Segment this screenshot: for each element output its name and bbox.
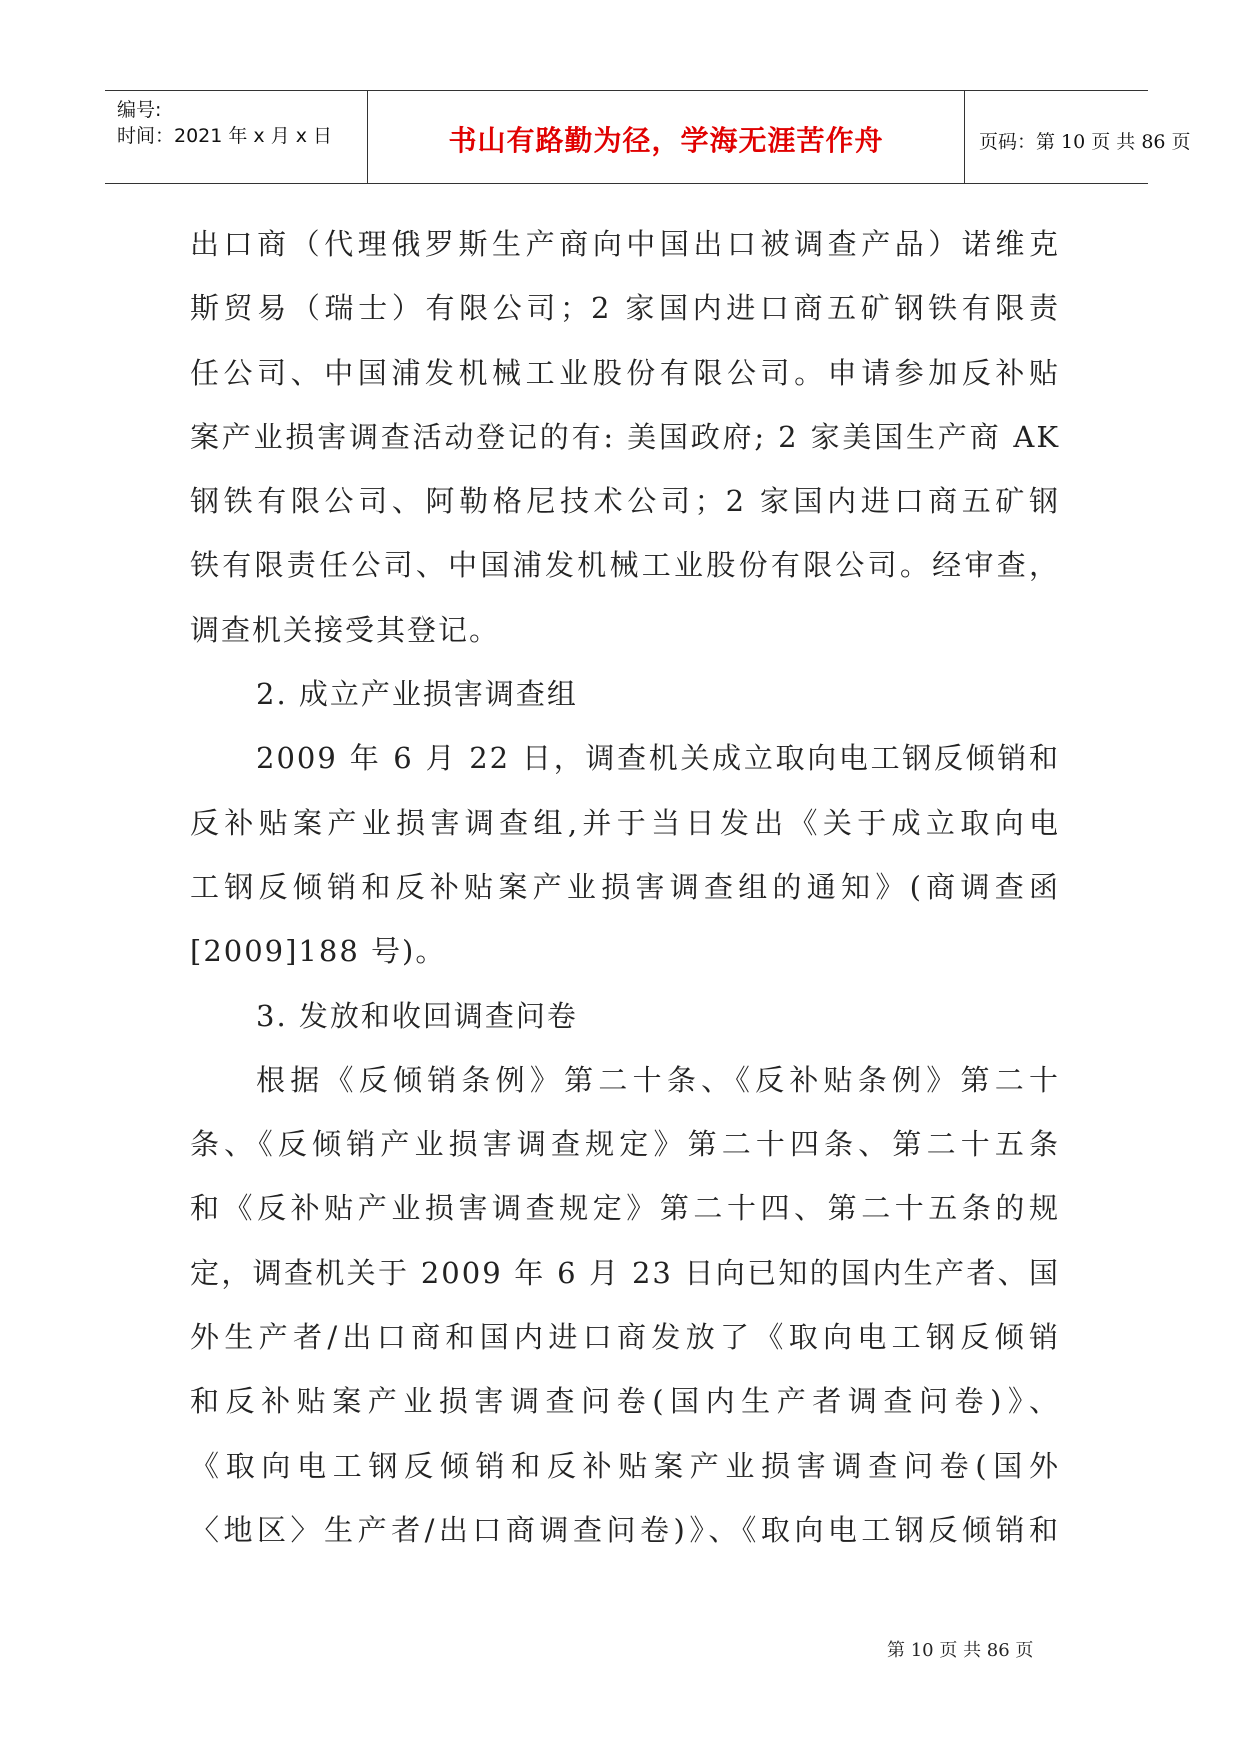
- body-line: 根据《反倾销条例》第二十条、《反补贴条例》第二十: [256, 1062, 1060, 1097]
- body-line: 出口商（代理俄罗斯生产商向中国出口被调查产品）诺维克: [190, 227, 1060, 261]
- header-motto: 书山有路勤为径，学海无涯苦作舟: [448, 124, 884, 157]
- document-number-label: 编号:: [117, 99, 162, 121]
- section-heading: 3. 发放和收回调查问卷: [256, 998, 578, 1033]
- document-body: [190, 212, 1060, 1562]
- body-line: 〈地区〉生产者/出口商调查问卷)》、《取向电工钢反倾销和: [190, 1512, 1060, 1547]
- page-footer: 第 10 页 共 86 页: [887, 1640, 1034, 1661]
- body-line: 工钢反倾销和反补贴案产业损害调查组的通知》(商调查函: [190, 869, 1060, 904]
- body-line: 和反补贴案产业损害调查问卷(国内生产者调查问卷)》、: [190, 1384, 1060, 1419]
- body-line: 钢铁有限公司、阿勒格尼技术公司；2 家国内进口商五矿钢: [190, 484, 1060, 519]
- body-line: 《取向电工钢反倾销和反补贴案产业损害调查问卷(国外: [190, 1448, 1060, 1483]
- document-time-label: 时间：2021 年 x 月 x 日: [117, 125, 333, 147]
- header-page-cell: [965, 91, 1191, 183]
- body-line: 任公司、中国浦发机械工业股份有限公司。申请参加反补贴: [190, 355, 1060, 390]
- body-line: 斯贸易（瑞士）有限公司；2 家国内进口商五矿钢铁有限责: [190, 291, 1060, 326]
- body-line: 反补贴案产业损害调查组,并于当日发出《关于成立取向电: [190, 805, 1060, 840]
- body-line: 和《反补贴产业损害调查规定》第二十四、第二十五条的规: [190, 1191, 1060, 1226]
- body-line: 条、《反倾销产业损害调查规定》第二十四条、第二十五条: [190, 1127, 1060, 1162]
- section-heading: 2. 成立产业损害调查组: [256, 677, 578, 712]
- page-header: [105, 90, 1191, 184]
- body-line: 铁有限责任公司、中国浦发机械工业股份有限公司。经审查，: [190, 548, 1060, 583]
- header-motto-cell: [368, 91, 965, 183]
- body-line: 调查机关接受其登记。: [190, 612, 501, 647]
- body-line: 定，调查机关于 2009 年 6 月 23 日向已知的国内生产者、国: [190, 1255, 1060, 1290]
- body-line: 外生产者/出口商和国内进口商发放了《取向电工钢反倾销: [190, 1320, 1060, 1355]
- header-meta-cell: [105, 91, 368, 183]
- body-line: [2009]188 号)。: [190, 934, 447, 969]
- header-page-number: 页码：第 10 页 共 86 页: [979, 131, 1191, 153]
- body-line: 2009 年 6 月 22 日，调查机关成立取向电工钢反倾销和: [256, 741, 1060, 776]
- body-line: 案产业损害调查活动登记的有: 美国政府; 2 家美国生产商 AK: [190, 419, 1060, 454]
